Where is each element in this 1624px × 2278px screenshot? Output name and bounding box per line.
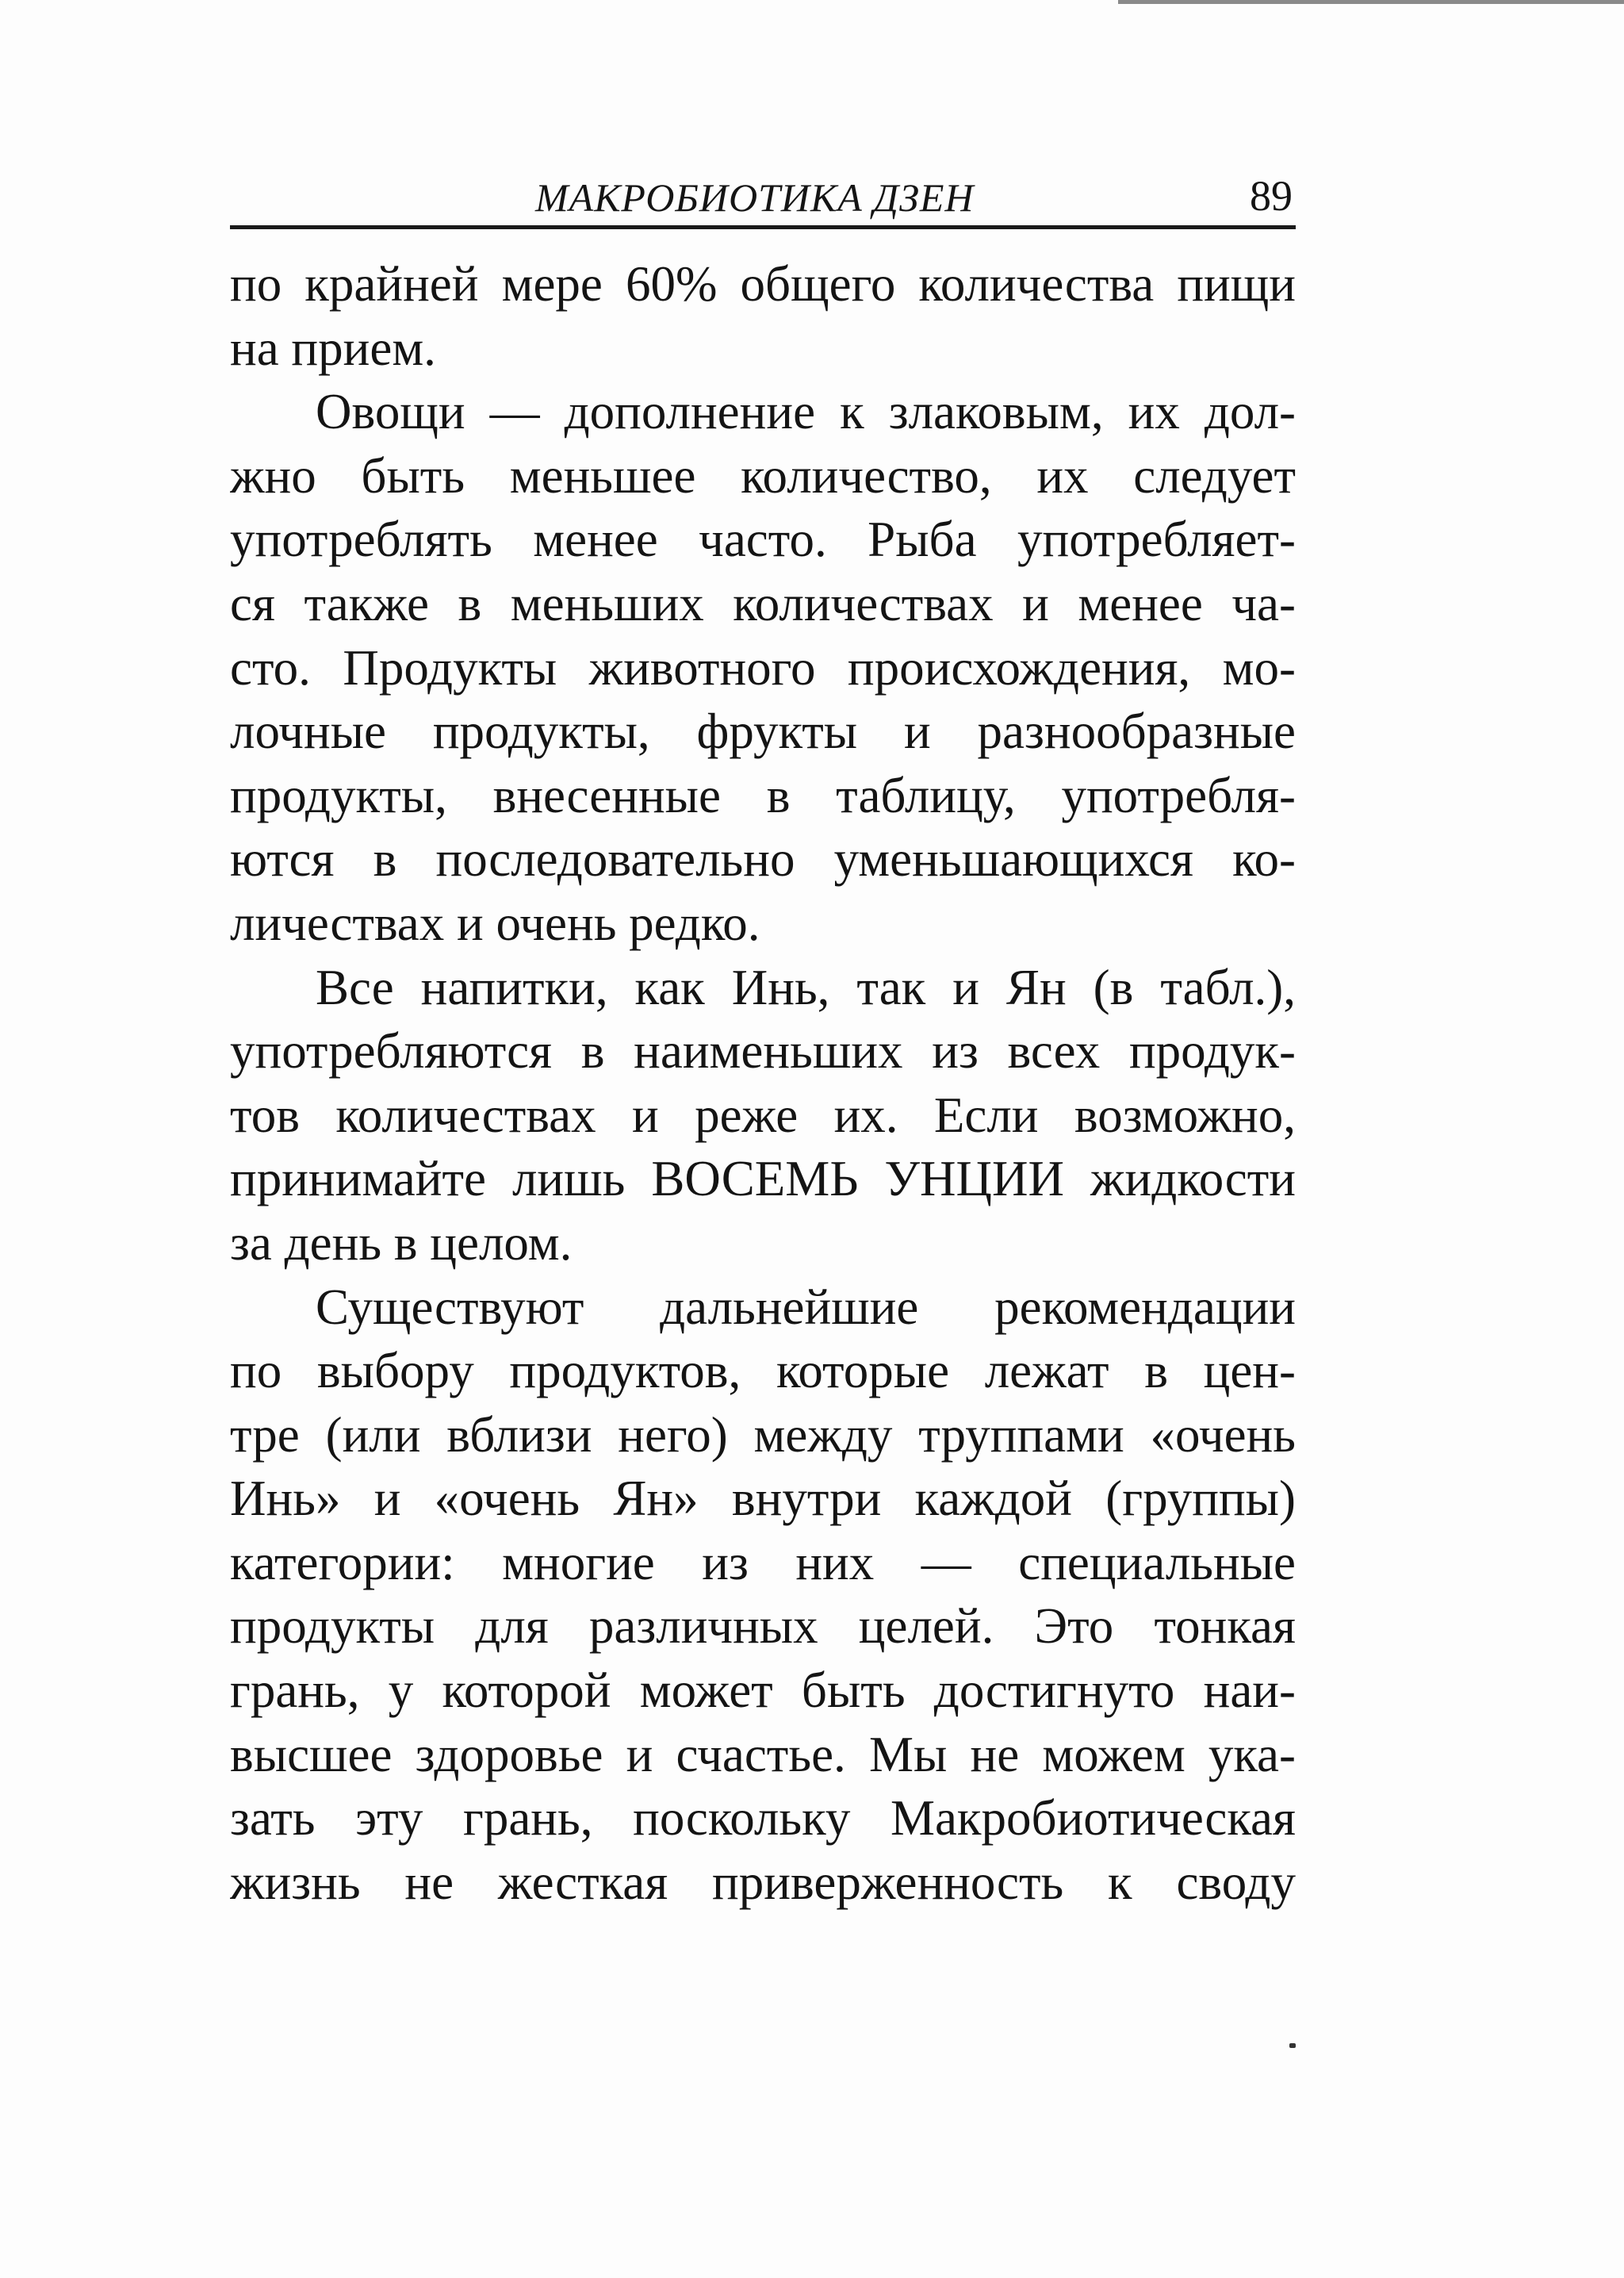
text-line: грань, у которой может быть достигнуто наи- xyxy=(230,1662,1296,1719)
text-line: Существуют дальнейшие рекомендации xyxy=(316,1279,1296,1335)
text-line: жно быть меньшее количество, их следует xyxy=(230,447,1296,504)
text-line: ются в последовательно уменьшающихся ко- xyxy=(230,831,1296,888)
text-line: продукты, внесенные в таблицу, употребля- xyxy=(230,767,1296,823)
text-line: высшее здоровье и счастье. Мы не можем ука- xyxy=(230,1726,1296,1782)
scan-speck xyxy=(1289,2043,1296,2048)
text-line: ся также в меньших количествах и менее ча- xyxy=(230,575,1296,631)
text-line: за день в целом. xyxy=(230,1214,573,1271)
text-line: тов количествах и реже их. Если возможно, xyxy=(230,1087,1296,1143)
text-line: тре (или вблизи него) между труппами «очень xyxy=(230,1406,1296,1463)
text-line: Инь» и «очень Ян» внутри каждой (группы) xyxy=(230,1471,1296,1527)
text-line: лочные продукты, фрукты и разнообразные xyxy=(230,704,1296,760)
text-line: сто. Продукты животного происхождения, мо- xyxy=(230,639,1296,696)
text-line: зать эту грань, поскольку Макробиотическая xyxy=(230,1790,1296,1847)
text-line: Овощи — дополнение к злаковым, их дол- xyxy=(316,384,1296,440)
running-head xyxy=(230,167,1296,229)
scan-edge-line xyxy=(1118,0,1624,4)
running-title: МАКРОБИОТИКА ДЗЕН xyxy=(535,175,975,220)
text-line: продукты для различных целей. Это тонкая xyxy=(230,1598,1296,1655)
page-number: 89 xyxy=(1250,172,1293,220)
text-line: личествах и очень редко. xyxy=(230,895,760,951)
text-line: употреблять менее часто. Рыба употребляет- xyxy=(230,512,1296,568)
text-line: по выбору продуктов, которые лежат в цен- xyxy=(230,1343,1296,1399)
text-line: употребляются в наименьших из всех продук- xyxy=(230,1023,1296,1080)
text-line: по крайней мере 60% общего количества пищи xyxy=(230,256,1296,312)
text-line: на прием. xyxy=(230,320,436,376)
text-line: категории: многие из них — специальные xyxy=(230,1534,1296,1590)
text-line: Все напитки, как Инь, так и Ян (в табл.), xyxy=(316,959,1296,1015)
text-line: принимайте лишь ВОСЕМЬ УНЦИИ жидкости xyxy=(230,1151,1296,1207)
text-line: жизнь не жесткая приверженность к своду xyxy=(230,1854,1296,1910)
body-text xyxy=(230,252,1296,1914)
